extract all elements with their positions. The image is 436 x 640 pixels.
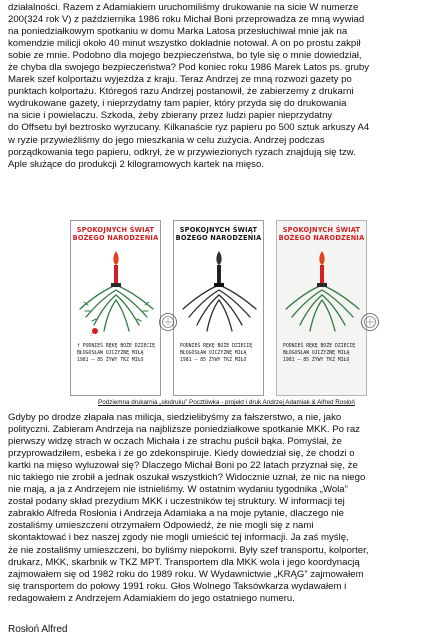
text-line: nie mają, a ja z Andrzejem nie istnieliśmy. W ostatnim wydaniu tygodnika „Wola” <box>8 484 348 496</box>
text-line: wydrukowane gazety, i nieprzydatny tam papier, który przyda się do drukowania <box>8 98 347 110</box>
christmas-tree-icon <box>177 245 262 337</box>
svg-text:☆: ☆ <box>89 332 94 337</box>
text-line: do Offsetu był beztrosko wyrzucany. Kilkanaście ryz papieru po 500 sztuk arkuszy A4 <box>8 122 370 134</box>
text-line: zajmowałem się od 1982 roku do 1989 roku. W Wydawnictwie „KRĄG” zajmowałem <box>8 568 364 580</box>
candle-icon <box>111 251 121 287</box>
text-line: działalności. Razem z Adamiakiem uruchomiliśmy drukowanie na sicie W numerze <box>8 2 359 13</box>
text-line: polityczni. Zabieram Andrzeja na najbliższe poniedziałkowe spotkanie MKK. Po raz <box>8 424 360 436</box>
card-greeting <box>174 226 263 242</box>
text-line: porządkowania tego papieru, odkrył, że w przywiezionych ryzach znajdują się tzw. <box>8 146 356 158</box>
candle-icon <box>214 251 224 287</box>
postcard-black <box>173 220 264 396</box>
text-line: się transportem do połowy 1991 roku. Głos Wolnego Taksówkarza wydawałem i <box>8 580 347 592</box>
card-verse <box>180 343 260 364</box>
text-line: nic takiego nie zrobił a jednak oszukał wszystkich? Widocznie uznał, że nic na niego <box>8 472 366 484</box>
postcard-figure <box>70 220 370 398</box>
text-line: 200(324 rok V) z października 1986 roku Michał Boni przeprowadza ze mną wywiad <box>8 14 365 26</box>
postcard-red-grey <box>276 220 367 396</box>
card-verse <box>77 343 157 364</box>
card-greeting <box>277 226 366 242</box>
greeting-line: SPOKOJNYCH ŚWIĄT <box>282 226 361 234</box>
ornament-icon <box>89 328 98 337</box>
text-line: punktach kolportażu. Któregoś razu Andrzej postanowił, że zabierzemy z drukarni <box>8 86 354 98</box>
text-line: Gdyby po drodze złapała nas milicja, siedzielibyśmy za fałszerstwo, a nie, jako <box>8 412 342 423</box>
card-verse <box>283 343 363 364</box>
candle-icon <box>317 251 327 287</box>
christmas-tree-icon <box>74 245 159 337</box>
verse-line: 1981 — 85 ŻYWY TKZ MIŁO <box>283 358 350 363</box>
text-line: sobie ze mnie. Podobno dla mojego bezpieczeństwa, bo tyle się o mnie dowiedział, <box>8 50 362 62</box>
greeting-line: SPOKOJNYCH ŚWIĄT <box>179 226 258 234</box>
text-line: że chyba dla swojego bezpieczeństwa? Pod koniec roku 1986 Marek Latos ps. gruby <box>8 62 370 74</box>
text-line: redagowałem z Andrzejem Adamiakiem do jego ostatniego numeru. <box>8 592 295 604</box>
stamp-icon <box>360 312 380 332</box>
verse-line: 1981 — 85 ŻYWY TKZ MIŁO <box>77 358 144 363</box>
verse-line: † PODNIEŚ RĘKĘ BOŻE DZIECIĘ <box>77 344 155 349</box>
card-greeting <box>71 226 160 242</box>
greeting-line: BOŻEGO NARODZENIA <box>72 234 159 242</box>
body-paragraph-2 <box>8 412 426 605</box>
text-line: pierwszy widzę strach w oczach Michała i ze strachu puścił bąka. Pomyślał, że <box>8 436 342 448</box>
text-line: zostaliśmy umieszczeni otrzymałem Odpowiedź, że nie mogli się z nami <box>8 520 314 532</box>
greeting-line: SPOKOJNYCH ŚWIĄT <box>76 226 155 234</box>
text-line: został podany skład prezydium MKK i uczestników tej struktury. W informacji tej <box>8 496 345 508</box>
text-line: że nie zostaliśmy umieszczeni, bo byliśmy niepokorni. Były szef transportu, kolporter, <box>8 544 369 556</box>
text-line: drukarz, MKK, skarbnik w TKZ MPT. Transportem dla MKK wola i jego koordynacją <box>8 556 360 568</box>
verse-line: BŁOGOSŁAW OJCZYZNĘ MIŁĄ <box>77 351 144 356</box>
figure-caption: Podziemna drukarnia „słodruku” Pocztówka - projekt i druk Andrzej Adamiak & Alfred Rosłoń <box>98 399 355 406</box>
verse-line: BŁOGOSŁAW OJCZYZNĘ MIŁĄ <box>180 351 247 356</box>
greeting-line: BOŻEGO NARODZENIA <box>175 234 262 242</box>
verse-line: PODNIEŚ RĘKĘ BOŻE DZIECIĘ <box>283 344 356 349</box>
body-paragraph-1 <box>8 2 426 171</box>
author-signature: Rosłoń Alfred <box>8 624 68 635</box>
stamp-icon <box>158 312 178 332</box>
text-line: komendzie milicji około 40 minut wszystko dokładnie notował. A on po prostu zakpił <box>8 38 361 50</box>
verse-line: PODNIEŚ RĘKĘ BOŻE DZIECIĘ <box>180 344 253 349</box>
text-line: na sicie i powielaczu. Szkoda, żeby zbierany przez ludzi papier nieprzydatny <box>8 110 333 122</box>
text-line: Aple służące do produkcji 2 kilogramowych kartek na mięso. <box>8 158 264 170</box>
postcard-red <box>70 220 161 396</box>
text-line: na poniedziałkowym spotkaniu w domu Marka Latosa przesłuchiwał mnie jak na <box>8 26 348 38</box>
verse-line: BŁOGOSŁAW OJCZYZNĘ MIŁĄ <box>283 351 350 356</box>
text-line: kartki na mięso wyluzował się? Dlaczego Michał Boni po 22 latach przyznał się, że <box>8 460 358 472</box>
text-line: Marek szef kolportażu wyjeżdża z kraju. Teraz Andrzej ze mną rozwozi gazety po <box>8 74 352 86</box>
greeting-line: BOŻEGO NARODZENIA <box>278 234 365 242</box>
text-line: w ryzie przywieźliśmy do jego mieszkania w celu zużycia. Andrzej podczas <box>8 134 325 146</box>
text-line: zabrakło Alfreda Rosłonia i Andrzeja Adamiaka a na moje pytanie, dlaczego nie <box>8 508 344 520</box>
verse-line: 1981 — 85 ŻYWY TKZ MIŁO <box>180 358 247 363</box>
christmas-tree-icon <box>280 245 365 337</box>
text-line: przyprowadziłem, esbeka i że go zdekonspiruje. Kiedy dowiedział się, że chodzi o <box>8 448 355 460</box>
text-line: skontaktować i bez naszej zgody nie mogli umieścić tej informacji. Ja zaś myślę, <box>8 532 349 544</box>
